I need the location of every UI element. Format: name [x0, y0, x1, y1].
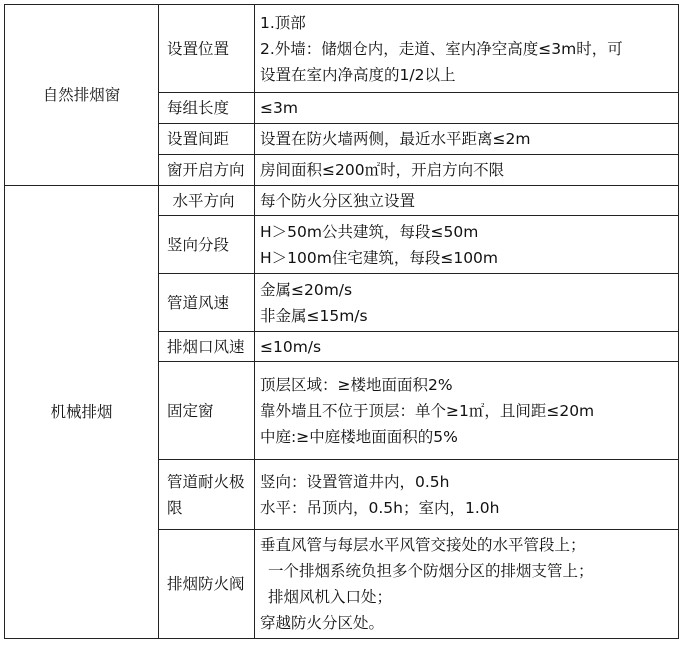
item-outlet-air-velocity: 排烟口风速: [159, 332, 255, 362]
category-natural-smoke-window: 自然排烟窗: [5, 5, 159, 186]
desc-line: 非金属≤15m/s: [260, 306, 368, 325]
item-install-position: 设置位置: [159, 5, 255, 93]
desc-outlet-air-velocity: ≤10m/s: [255, 332, 679, 362]
item-line: 限: [167, 498, 183, 517]
item-fixed-window: 固定窗: [159, 362, 255, 460]
desc-line: 靠外墙且不位于顶层：单个≥1㎡，且间距≤20m: [260, 401, 595, 420]
desc-line: 2.外墙：储烟仓内，走道、室内净空高度≤3m时，可: [260, 39, 623, 58]
item-vertical-segment: 竖向分段: [159, 216, 255, 274]
desc-line: 金属≤20m/s: [260, 280, 353, 299]
desc-line: 水平：吊顶内，0.5h；室内，1.0h: [260, 498, 500, 517]
item-window-open-direction: 窗开启方向: [159, 155, 255, 186]
desc-line: 竖向：设置管道井内，0.5h: [260, 472, 450, 491]
item-line: 管道耐火极: [167, 472, 245, 491]
desc-smoke-fire-damper: [255, 530, 679, 639]
item-duct-air-velocity: 管道风速: [159, 274, 255, 332]
category-mechanical-smoke-exhaust: 机械排烟: [5, 186, 159, 639]
desc-fixed-window: [255, 362, 679, 460]
desc-line: 中庭:≥中庭楼地面面积的5%: [260, 427, 458, 446]
desc-line: 穿越防火分区处。: [260, 614, 385, 632]
table-row: [5, 186, 679, 216]
desc-window-open-direction: 房间面积≤200㎡时，开启方向不限: [255, 155, 679, 186]
desc-horizontal-direction: 每个防火分区独立设置: [255, 186, 679, 216]
desc-vertical-segment: [255, 216, 679, 274]
desc-duct-air-velocity: [255, 274, 679, 332]
desc-duct-fire-rating: [255, 460, 679, 530]
desc-line: 垂直风管与每层水平风管交接处的水平管段上；: [260, 536, 586, 554]
item-duct-fire-rating: [159, 460, 255, 530]
item-horizontal-direction: 水平方向: [159, 186, 255, 216]
desc-line: 一个排烟系统负担多个防烟分区的排烟支管上；: [268, 562, 594, 580]
desc-install-spacing: 设置在防火墙两侧，最近水平距离≤2m: [255, 124, 679, 155]
desc-group-length: ≤3m: [255, 93, 679, 124]
desc-line: 1.顶部: [260, 13, 306, 32]
item-smoke-fire-damper: 排烟防火阀: [159, 530, 255, 639]
item-install-spacing: 设置间距: [159, 124, 255, 155]
desc-line: 顶层区域：≥楼地面面积2%: [260, 375, 453, 394]
desc-install-position: [255, 5, 679, 93]
desc-line: 排烟风机入口处；: [268, 588, 393, 606]
desc-line: 设置在室内净高度的1/2以上: [260, 65, 456, 84]
smoke-exhaust-spec-table: [4, 4, 679, 639]
desc-line: H＞50m公共建筑，每段≤50m: [260, 222, 479, 241]
desc-line: H＞100m住宅建筑，每段≤100m: [260, 248, 499, 267]
table-row: [5, 5, 679, 93]
item-group-length: 每组长度: [159, 93, 255, 124]
